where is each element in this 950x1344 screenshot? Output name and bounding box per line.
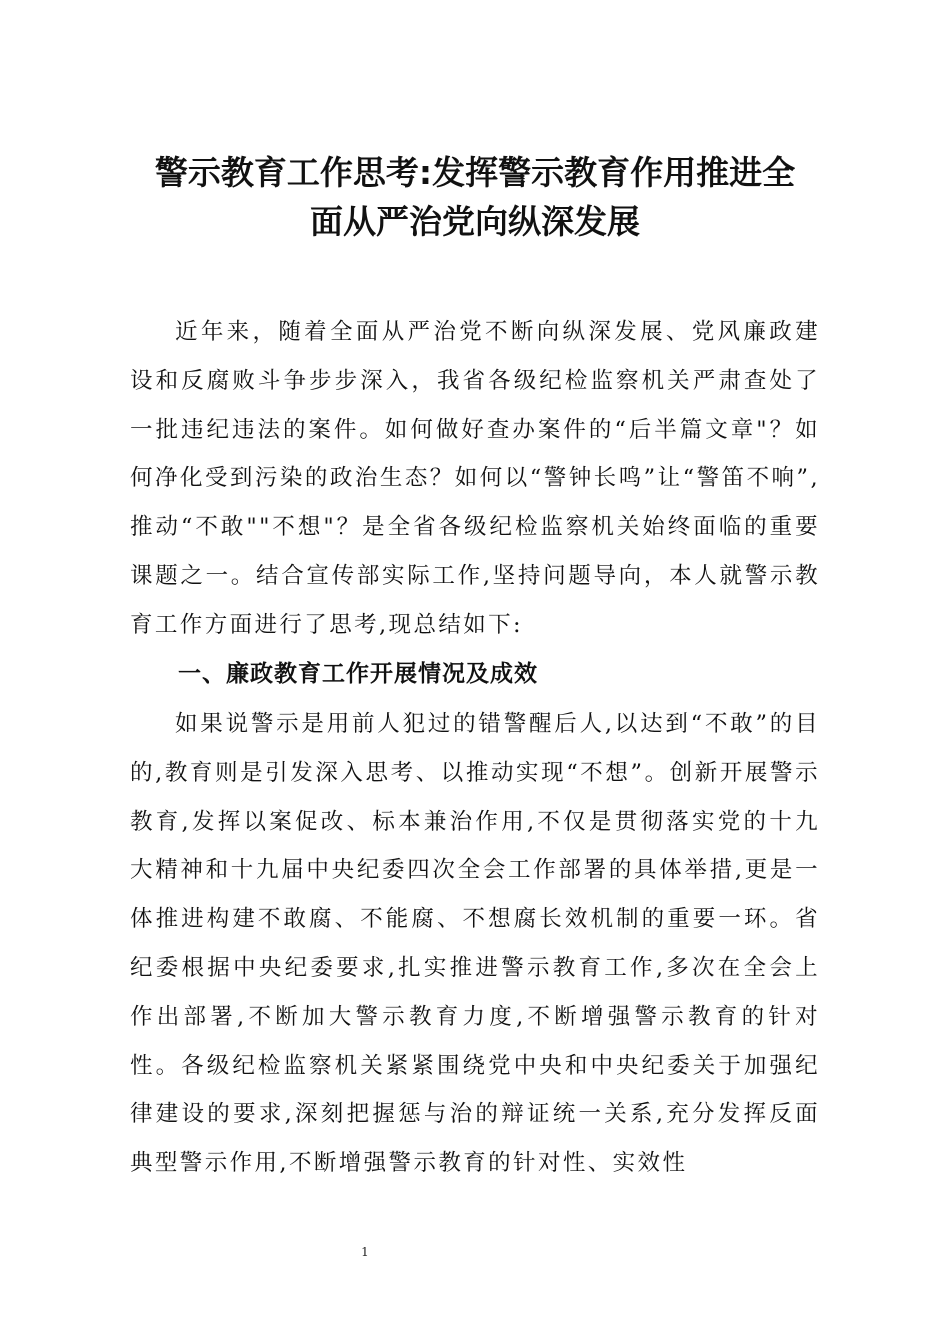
title-line-1: 警示教育工作思考:发挥警示教育作用推进全 (154, 153, 796, 192)
title-line-2: 面从严治党向纵深发展 (310, 202, 640, 241)
body-paragraph: 如果说警示是用前人犯过的错警醒后人,以达到“不敢”的目的,教育则是引发深入思考、以推动实现“不想”。创新开展警示教育,发挥以案促改、标本兼治作用,不仅是贯彻落实党的十九大精神和十九届中央纪委四次全会工作部署的具体举措,更是一体推进构建不敢腐、不能腐、不想腐长效机制的重要一环。省纪委根据中央纪委要求,扎实推进警示教育工作,多次在全会上作出部署,不断加大警示教育力度,不断增强警示教育的针对性。各级纪检监察机关紧紧围绕党中央和中央纪委关于加强纪律建设的要求,深刻把握惩与治的辩证统一关系,充分发挥反面典型警示作用,不断增强警示教育的针对性、实效性 (130, 711, 820, 1177)
page-number: 1 (361, 1245, 369, 1259)
document-title (110, 148, 840, 246)
intro-paragraph: 近年来，随着全面从严治党不断向纵深发展、党风廉政建设和反腐败斗争步步深入，我省各级纪检监察机关严肃查处了一批违纪违法的案件。如何做好查办案件的“后半篇文章"？如何净化受到污染的政治生态？如何以“警钟长鸣”让“警笛不响”,推动“不敢""不想"？是全省各级纪检监察机关始终面临的重要课题之一。结合宣传部实际工作,坚持问题导向，本人就警示教育工作方面进行了思考,现总结如下: (130, 319, 820, 638)
section-heading: 一、廉政教育工作开展情况及成效 (178, 661, 538, 687)
